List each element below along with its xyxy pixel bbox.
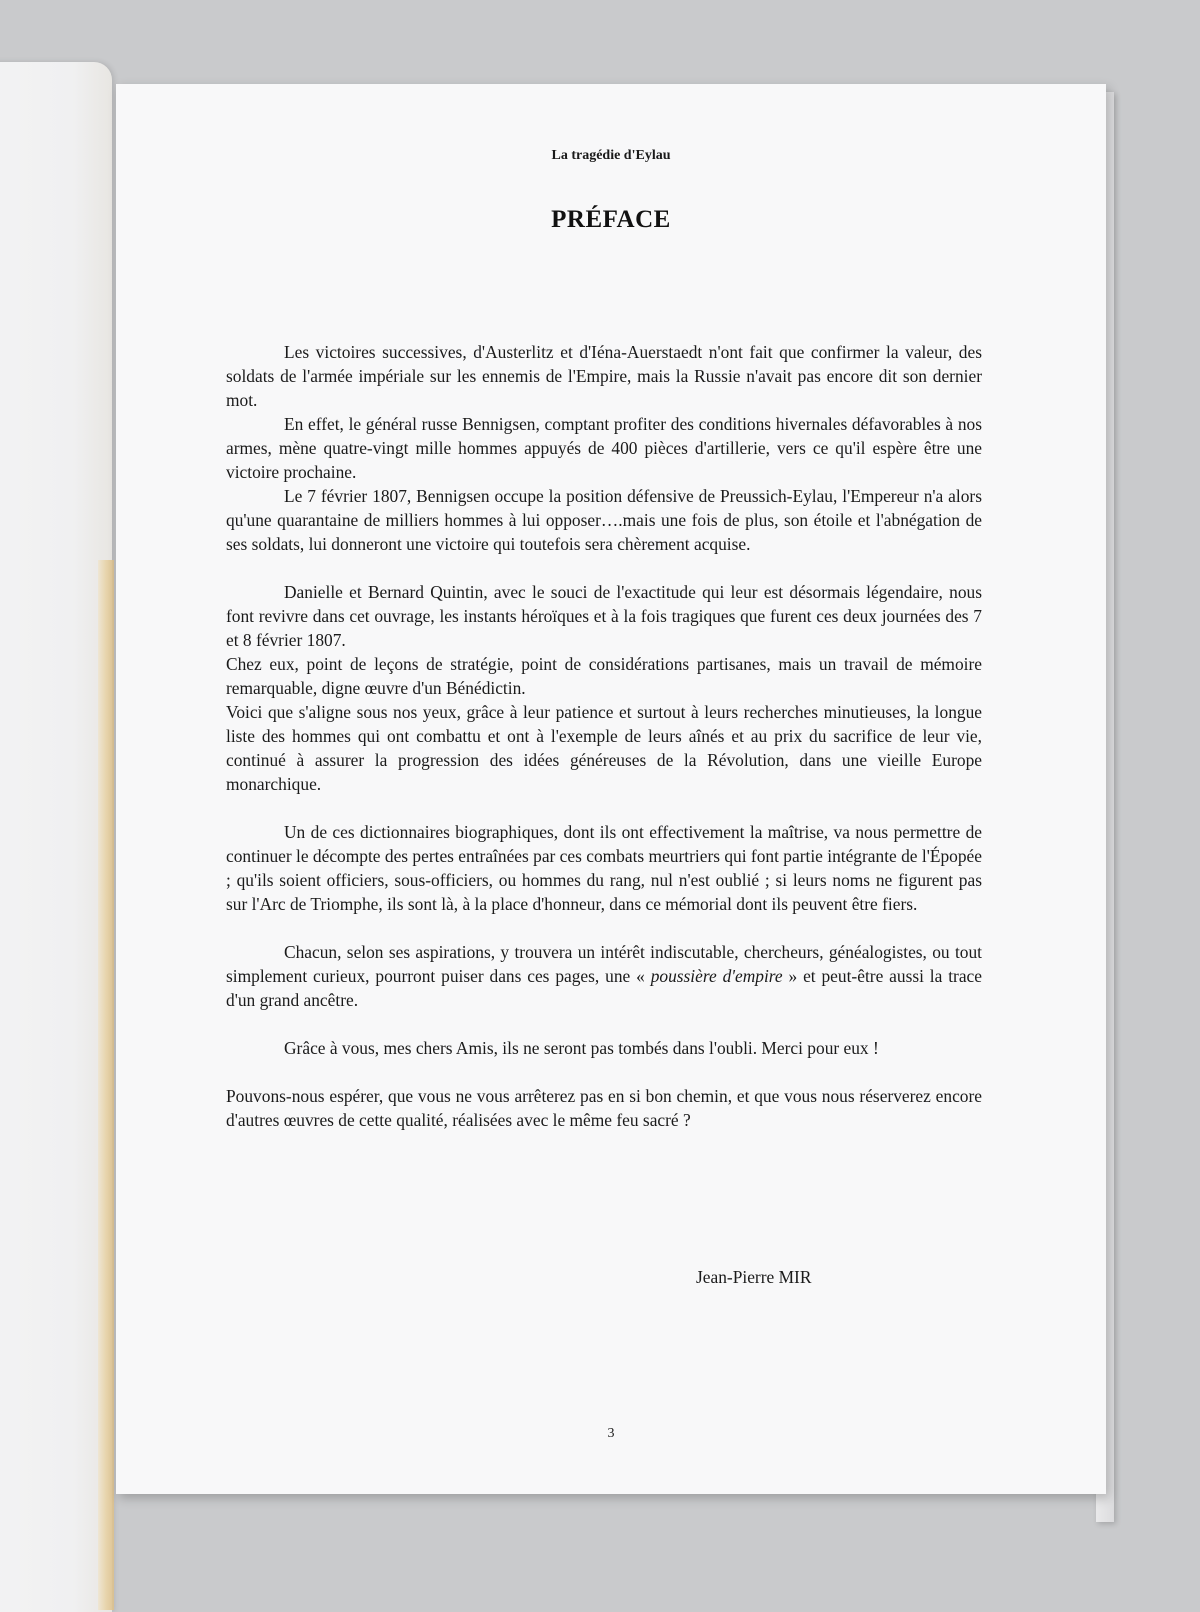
left-page-edge	[0, 62, 112, 1612]
paragraph-2: En effet, le général russe Bennigsen, comptant profiter des conditions hivernales défavorables à nos armes, mène quatre-vingt mille hommes appuyés de 400 pièces d'artillerie, vers ce qu'il espère être une victoire prochaine.	[226, 414, 982, 482]
paragraph-6: Voici que s'aligne sous nos yeux, grâce à leur patience et surtout à leurs recherches minutieuses, la longue liste des hommes qui ont combattu et ont à l'exemple de leurs aînés et au prix du sacrifice de leur vie, continué à assurer la progression des idées généreuses de la Révolution, dans une vieille Europe monarchique.	[226, 702, 982, 794]
paragraph-8-italic: poussière d'empire	[650, 966, 783, 986]
preface-body	[226, 340, 982, 1132]
page-title: PRÉFACE	[551, 206, 671, 233]
signature: Jean-Pierre MIR	[696, 1267, 812, 1287]
paragraph-5: Chez eux, point de leçons de stratégie, point de considérations partisanes, mais un travail de mémoire remarquable, digne œuvre d'un Bénédictin.	[226, 654, 982, 698]
running-header: La tragédie d'Eylau	[551, 148, 671, 163]
paragraph-8	[226, 940, 982, 1012]
paragraph-7: Un de ces dictionnaires biographiques, dont ils ont effectivement la maîtrise, va nous permettre de continuer le décompte des pertes entraînées par ces combats meurtriers qui font partie intégrante de l'Épopée ; qu'ils soient officiers, sous-officiers, ou hommes du rang, nul n'est oublié ; si leurs noms ne figurent pas sur l'Arc de Triomphe, ils sont là, à la place d'honneur, dans ce mémorial dont ils peuvent être fiers.	[226, 822, 982, 914]
paragraph-8-end: » et peut-être aussi la trace d'un grand ancêtre.	[226, 966, 982, 1010]
page-spine-edge	[98, 560, 114, 1610]
paragraph-3: Le 7 février 1807, Bennigsen occupe la position défensive de Preussich-Eylau, l'Empereur n'a alors qu'une quarantaine de milliers hommes à lui opposer….mais une fois de plus, son étoile et l'abnégation de ses soldats, lui donneront une victoire qui toutefois sera chèrement acquise.	[226, 486, 982, 554]
paragraph-1: Les victoires successives, d'Austerlitz et d'Iéna-Auerstaedt n'ont fait que confirmer la valeur, des soldats de l'armée impériale sur les ennemis de l'Empire, mais la Russie n'avait pas encore dit son dernier mot.	[226, 342, 982, 410]
paragraph-4: Danielle et Bernard Quintin, avec le souci de l'exactitude qui leur est désormais légendaire, nous font revivre dans cet ouvrage, les instants héroïques et à la fois tragiques que furent ces deux journées des 7 et 8 février 1807.	[226, 582, 982, 650]
page-number: 3	[607, 1426, 615, 1441]
paragraph-8-start: Chacun, selon ses aspirations, y trouvera un intérêt indiscutable, chercheurs, généalogistes, ou tout simplement curieux, pourront puiser dans ces pages, une «	[226, 942, 982, 986]
paragraph-9: Grâce à vous, mes chers Amis, ils ne seront pas tombés dans l'oubli. Merci pour eux !	[284, 1038, 879, 1058]
book-page	[116, 84, 1106, 1494]
paragraph-10: Pouvons-nous espérer, que vous ne vous arrêterez pas en si bon chemin, et que vous nous réserverez encore d'autres œuvres de cette qualité, réalisées avec le même feu sacré ?	[226, 1086, 982, 1130]
